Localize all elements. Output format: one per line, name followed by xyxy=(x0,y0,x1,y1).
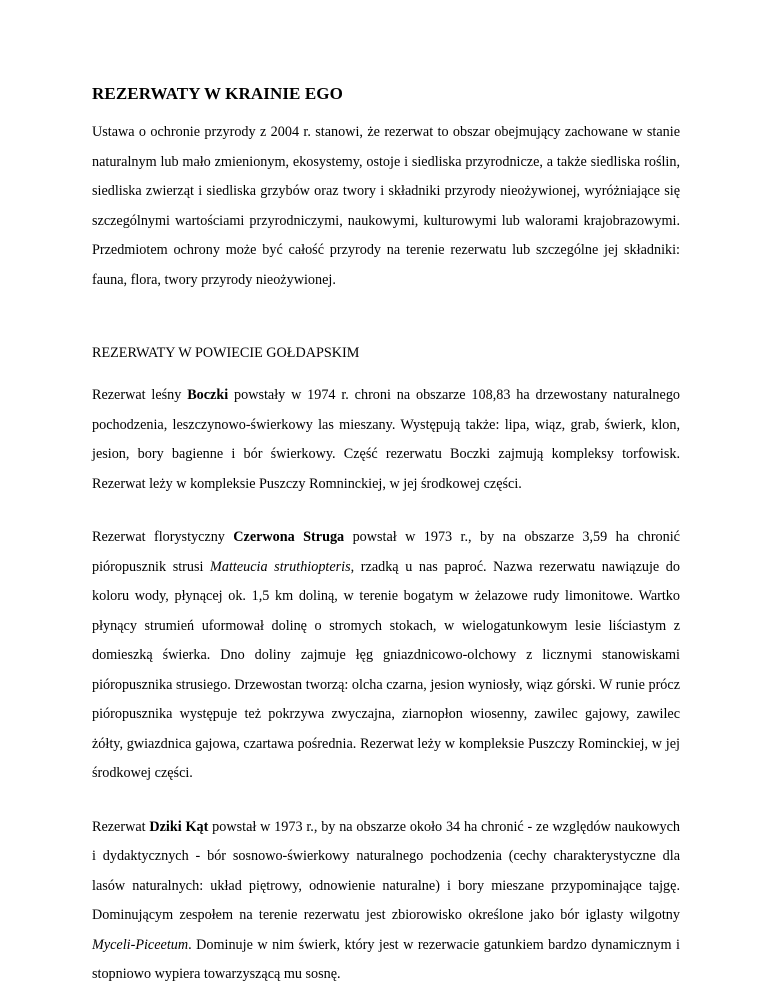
czerwona-text2: , rzadką u nas paproć. Nazwa rezerwatu nawiązuje do koloru wody, płynącej ok. 1,5 km doliną, w terenie bogatym w żelazowe rudy limonitowe. Wartko płynący strumień uformował dolinę o stromych stokach, w wielogatunkowym lesie liściastym z domieszką świerka. Dno doliny zajmuje łęg gniazdnicowo-olchowy z licznymi stanowiskami pióropusznika strusiego. Drzewostan tworzą: olcha czarna, jesion wyniosły, wiąz górski. W runie prócz pióropusznika występuje też pokrzywa zwyczajna, ziarnopłon wiosenny, zawilec gajowy, zawilec żółty, gwiazdnica gajowa, czartawa pośrednia. Rezerwat leży w kompleksie Puszczy Rominckiej, w jej środkowej części. xyxy=(92,558,680,782)
intro-paragraph: Ustawa o ochronie przyrody z 2004 r. stanowi, że rezerwat to obszar obejmujący zachowane w stanie naturalnym lub mało zmienionym, ekosystemy, ostoje i siedliska przyrodnicze, a także siedliska roślin, siedliska zwierząt i siedliska grzybów oraz twory i składniki przyrody nieożywionej, wyróżniające się szczególnymi wartościami przyrodniczymi, naukowymi, kulturowymi lub walorami krajobrazowymi. Przedmiotem ochrony może być całość przyrody na terenie rezerwatu lub szczególne jej składniki: fauna, flora, twory przyrody nieożywionej. xyxy=(92,124,680,288)
section-title: REZERWATY W POWIECIE GOŁDAPSKIM xyxy=(92,345,360,362)
czerwona-struga-paragraph xyxy=(92,523,680,789)
dziki-name: Dziki Kąt xyxy=(149,818,209,835)
boczki-name: Boczki xyxy=(187,387,229,404)
dziki-pre: Rezerwat xyxy=(92,818,150,835)
dziki-text2: . Dominuje w nim świerk, który jest w rezerwacie gatunkiem bardzo dynamicznym i stopniowo wypiera towarzyszącą mu sosnę. xyxy=(92,936,680,983)
boczki-paragraph xyxy=(92,381,680,499)
dziki-kat-paragraph xyxy=(92,813,680,990)
czerwona-name: Czerwona Struga xyxy=(233,529,345,546)
boczki-pre: Rezerwat leśny xyxy=(92,387,188,404)
czerwona-pre: Rezerwat florystyczny xyxy=(92,529,234,546)
page-title: REZERWATY W KRAINIE EGO xyxy=(92,84,343,103)
czerwona-latin: Matteucia struthiopteris xyxy=(210,558,351,575)
dziki-latin: Myceli-Piceetum xyxy=(92,936,189,953)
boczki-text: powstały w 1974 r. chroni na obszarze 108,83 ha drzewostany naturalnego pochodzenia, leszczynowo-świerkowy las mieszany. Występują także: lipa, wiąz, grab, świerk, klon, jesion, bory bagienne i bór świerkowy. Część rezerwatu Boczki zajmują kompleksy torfowisk. Rezerwat leży w kompleksie Puszczy Romninckiej, w jej środkowej części. xyxy=(92,387,681,492)
czerwona-text1: powstał w 1973 r., by na obszarze 3,59 ha chronić pióropusznik strusi xyxy=(92,529,680,575)
dziki-text1: powstał w 1973 r., by na obszarze około 34 ha chronić - ze względów naukowych i dydaktycznych - bór sosnowo-świerkowy naturalnego pochodzenia (cechy charakterystyczne dla lasów naturalnych: układ piętrowy, odnowienie naturalne) i bory mieszane przypominające tajgę. Dominującym zespołem na terenie rezerwatu jest zbiorowisko określone jako bór iglasty wilgotny xyxy=(92,818,680,924)
